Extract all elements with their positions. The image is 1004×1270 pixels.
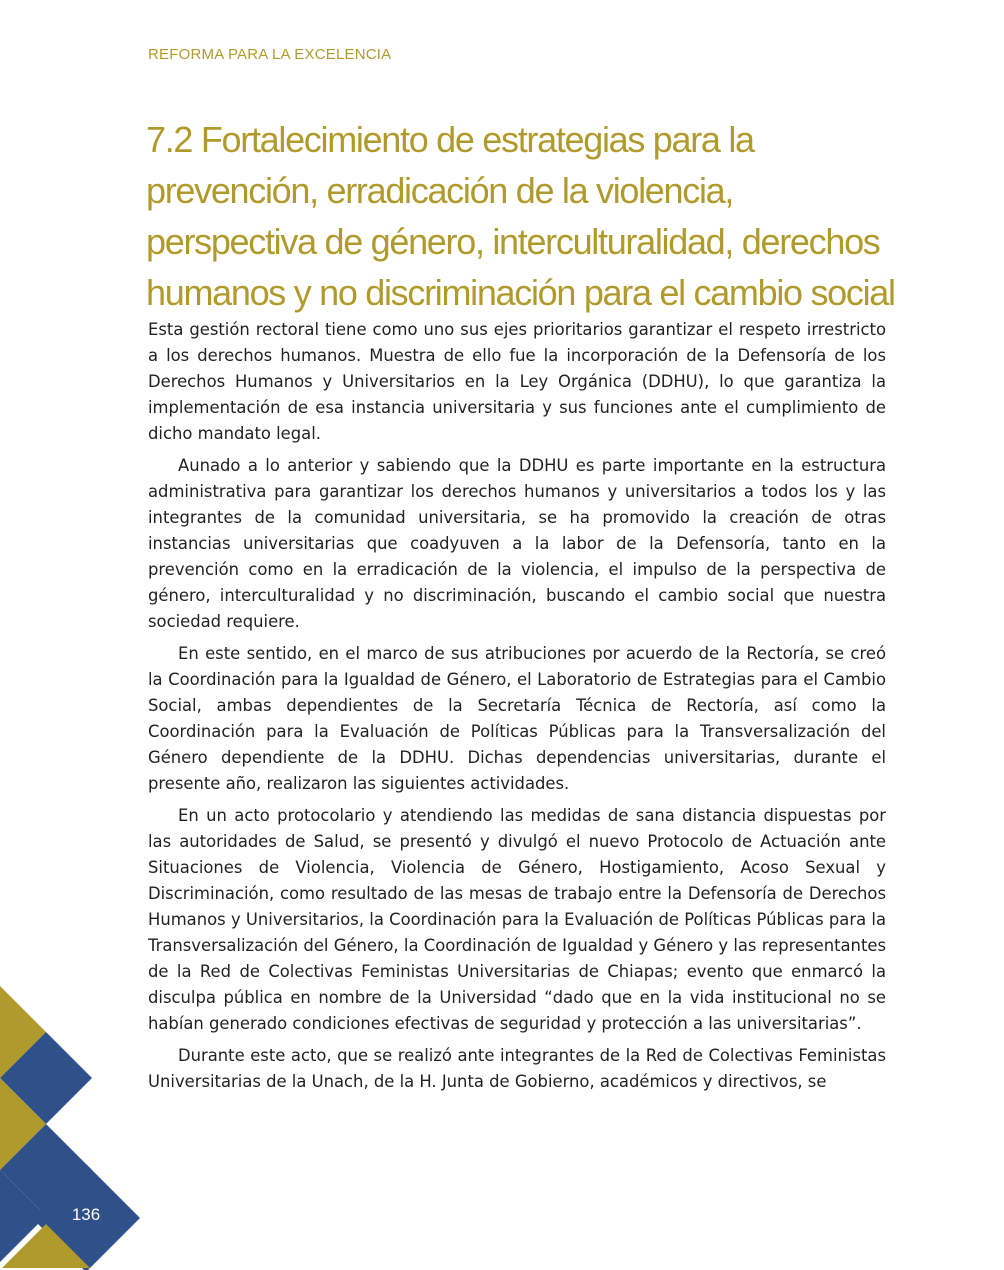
page-number: 136	[71, 1205, 101, 1224]
section-title: 7.2 Fortalecimiento de estrategias para la prevención, erradicación de la violencia, perspectiva de género, interculturalidad, derechos humanos y no discriminación para el cambio social	[146, 119, 895, 313]
paragraph-1: Esta gestión rectoral tiene como uno sus ejes prioritarios garantizar el respeto irrestricto a los derechos humanos. Muestra de ello fue la incorporación de la Defensoría de los Derechos Humanos y Universitarios en la Ley Orgánica (DDHU), lo que garantiza la implementación de esa instancia universitaria y sus funciones ante el cumplimiento de dicho mandato legal.	[148, 320, 886, 443]
decorative-diamonds	[0, 980, 160, 1270]
paragraph-5: Durante este acto, que se realizó ante integrantes de la Red de Colectivas Feministas Universitarias de la Unach, de la H. Junta de Gobierno, académicos y directivos, se	[148, 1046, 886, 1091]
paragraph-4: En un acto protocolario y atendiendo las medidas de sana distancia dispuestas por las autoridades de Salud, se presentó y divulgó el nuevo Protocolo de Actuación ante Situaciones de Violencia, Violencia de Género, Hostigamiento, Acoso Sexual y Discriminación, como resultado de las mesas de trabajo entre la Defensoría de Derechos Humanos y Universitarios, la Coordinación para la Evaluación de Políticas Públicas para la Transversalización del Género, la Coordinación de Igualdad y Género y las representantes de la Red de Colectivas Feministas Universitarias de Chiapas; evento que enmarcó la disculpa pública en nombre de la Universidad “dado que en la vida institucional no se habían generado condiciones efectivas de seguridad y protección a las universitarias”.	[148, 806, 886, 1033]
running-header: REFORMA PARA LA EXCELENCIA	[148, 46, 392, 63]
body-text	[148, 317, 886, 1101]
paragraph-2: Aunado a lo anterior y sabiendo que la DDHU es parte importante en la estructura administrativa para garantizar los derechos humanos y universitarios a todos los y las integrantes de la comunidad universitaria, se ha promovido la creación de otras instancias universitarias que coadyuven a la labor de la Defensoría, tanto en la prevención como en la erradicación de la violencia, el impulso de la perspectiva de género, interculturalidad y no discriminación, buscando el cambio social que nuestra sociedad requiere.	[148, 456, 886, 631]
paragraph-3: En este sentido, en el marco de sus atribuciones por acuerdo de la Rectoría, se creó la Coordinación para la Igualdad de Género, el Laboratorio de Estrategias para el Cambio Social, ambas dependientes de la Secretaría Técnica de Rectoría, así como la Coordinación para la Evaluación de Políticas Públicas para la Transversalización del Género dependiente de la DDHU. Dichas dependencias universitarias, durante el presente año, realizaron las siguientes actividades.	[148, 644, 886, 793]
